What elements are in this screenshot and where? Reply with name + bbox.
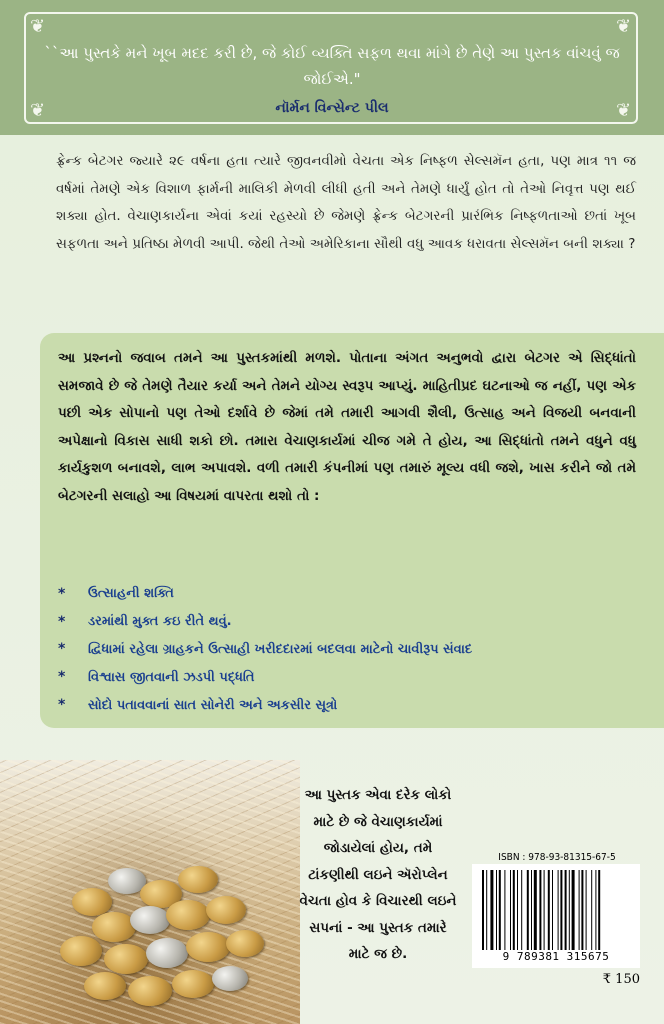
barcode-bar bbox=[560, 870, 562, 950]
corner-ornament-icon: ❦ bbox=[30, 16, 46, 37]
coin bbox=[172, 970, 214, 998]
coin bbox=[166, 900, 210, 930]
asterisk-icon: * bbox=[58, 669, 66, 686]
asterisk-icon: * bbox=[58, 613, 66, 630]
barcode-bar bbox=[513, 870, 515, 950]
coin bbox=[178, 866, 218, 893]
barcode-bar bbox=[591, 870, 592, 950]
quote-panel bbox=[0, 0, 664, 135]
barcode-bar bbox=[572, 870, 575, 950]
list-item bbox=[58, 608, 638, 636]
barcode-bar bbox=[504, 870, 505, 950]
barcode-bar bbox=[496, 870, 497, 950]
corner-ornament-icon: ❦ bbox=[616, 100, 632, 121]
barcode-bar bbox=[499, 870, 501, 950]
barcode-bar bbox=[517, 870, 518, 950]
coin bbox=[186, 932, 230, 962]
barcode-bar bbox=[552, 870, 553, 950]
list-item-text: વિશ્વાસ જીતવાની ઝડપી પદ્ધતિ bbox=[88, 669, 255, 685]
barcode-bar bbox=[544, 870, 545, 950]
barcode-bar bbox=[558, 870, 559, 950]
list-item bbox=[58, 580, 638, 608]
barcode-bar bbox=[581, 870, 583, 950]
list-item-text: ઉત્સાહની શક્તિ bbox=[88, 586, 174, 602]
barcode-bar bbox=[534, 870, 537, 950]
asterisk-icon: * bbox=[58, 641, 66, 658]
coin bbox=[128, 976, 172, 1006]
answer-paragraph: આ પ્રશ્નનો જવાબ તમને આ પુસ્તકમાંથી મળશે. પોતાના અંગત અનુભવો દ્વારા બેટગર એ સિદ્ધાંતો સમજાવે છે જે તેમણે તૈયાર કર્યા અને તેમને યોગ્ય સ્વરૂપ આપ્યું. માહિતીપ્રદ ઘટનાઓ જ નહીં, પણ એક પછી એક સોપાનો પણ તેઓ દર્શાવે છે જેમાં તમે તમારી આગવી શૈલી, ઉત્સાહ અને વિજયી બનવાની અપેક્ષાનો વિકાસ સાધી શકો છો. તમારા વેચાણકાર્યમાં ચીજ ગમે તે હોય, આ સિદ્ધાંતો તમને વધુને વધુ કાર્યકુશળ બનાવશે, લાભ અપાવશે. વળી તમારી કંપનીમાં પણ તમારું મૂલ્ય વધી જશે, ખાસ કરીને જો તમે બેટગરની સલાહો આ વિષયમાં વાપરતા થશો તો : bbox=[58, 350, 636, 504]
list-item bbox=[58, 663, 638, 691]
price-label: ₹ 150 bbox=[602, 972, 640, 987]
coin bbox=[60, 936, 102, 966]
barcode-bar bbox=[565, 870, 567, 950]
barcode-bar bbox=[510, 870, 511, 950]
endorsement-quote: ``આ પુસ્તકે મને ખૂબ મદદ કરી છે, જે કોઈ વ્યક્તિ સફળ થવા માંગે છે તેણે આ પુસ્તક વાંચવું જ જોઈએ." bbox=[44, 44, 620, 88]
coin bbox=[206, 896, 246, 924]
isbn-label: ISBN : 978-93-81315-67-5 bbox=[498, 852, 616, 863]
barcode-bar bbox=[521, 870, 522, 950]
barcode-bar bbox=[527, 870, 529, 950]
barcode-bar bbox=[490, 870, 493, 950]
asterisk-icon: * bbox=[58, 585, 66, 602]
barcode-bars bbox=[482, 870, 630, 950]
list-item-text: સોદો પતાવવાનાં સાત સોનેરી અને અકસીર સૂત્રો bbox=[88, 697, 338, 713]
barcode-bar bbox=[539, 870, 541, 950]
list-item bbox=[58, 691, 638, 719]
intro-paragraph: ફ્રેન્ક બેટગર જ્યારે ૨૯ વર્ષના હતા ત્યારે જીવનવીમો વેચતા એક નિષ્ફળ સેલ્સમૅન હતા, પણ માત્ર ૧૧ જ વર્ષમાં તેમણે એક વિશાળ ફાર્મની માલિકી મેળવી લીધી હતી અને તેમણે ધાર્યું હોત તો તેઓ નિવૃત્ત પણ થઈ શક્યા હોત. વેચાણકાર્યના એવાં કયાં રહસ્યો છે જેમણે ફ્રેન્ક બેટગરની પ્રારંભિક નિષ્ફળતાઓ છતાં ખૂબ સફળતા અને પ્રતિષ્ઠા મેળવી આપી. જેથી તેઓ અમેરિકાના સૌથી વધુ આવક ધરાવતા સેલ્સમૅન બની શક્યા ? bbox=[56, 153, 636, 252]
corner-ornament-icon: ❦ bbox=[616, 16, 632, 37]
barcode-bar bbox=[531, 870, 532, 950]
list-item bbox=[58, 636, 638, 664]
list-item-text: ડરમાંથી મુક્ત કઇ રીતે થવું. bbox=[88, 614, 232, 630]
barcode-bar bbox=[548, 870, 550, 950]
barcode-bar bbox=[486, 870, 487, 950]
barcode-digits: 9 789381 315675 bbox=[502, 950, 610, 963]
coin bbox=[212, 966, 248, 991]
barcode-bar bbox=[586, 870, 587, 950]
coin bbox=[146, 938, 188, 968]
promo-text: આ પુસ્તક એવા દરેક લોકો માટે છે જે વેચાણકાર્યમાં જોડાયેલાં હોય, તમે ટાંકણીથી લઇને ઍરોપ્લેન વેચતા હોવ કે વિચારથી લઇને સપનાં - આ પુસ્તક તમારે માટે જ છે. bbox=[299, 787, 457, 962]
barcode-bar bbox=[482, 870, 484, 950]
list-item-text: દ્વિધામાં રહેલા ગ્રાહકને ઉત્સાહી ખરીદદારમાં બદલવા માટેનો ચાવીરૂપ સંવાદ bbox=[88, 641, 473, 657]
coin bbox=[130, 906, 170, 934]
barcode-bar bbox=[598, 870, 600, 950]
coin bbox=[226, 930, 264, 957]
asterisk-icon: * bbox=[58, 697, 66, 714]
benefit-list bbox=[58, 580, 638, 719]
barcode-bar bbox=[579, 870, 580, 950]
corner-ornament-icon: ❦ bbox=[30, 100, 46, 121]
barcode-bar bbox=[569, 870, 570, 950]
coin bbox=[104, 944, 148, 974]
quote-author: નૉર્મન વિન્સેન્ટ પીલ bbox=[275, 100, 389, 116]
coin bbox=[84, 972, 126, 1000]
barcode-bar bbox=[595, 870, 596, 950]
barcode bbox=[472, 864, 640, 968]
